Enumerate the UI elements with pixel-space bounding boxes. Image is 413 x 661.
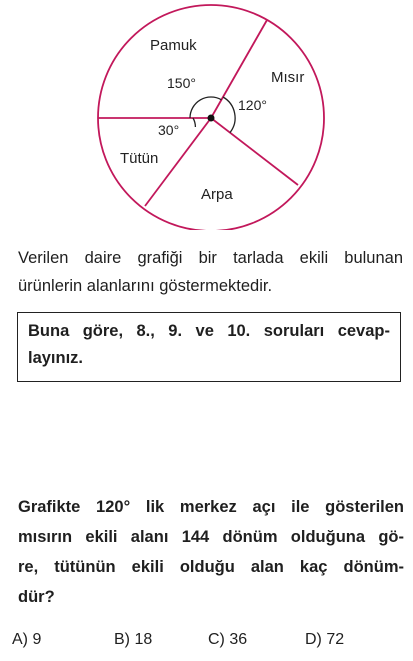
option-letter: B)	[114, 631, 130, 648]
option-value: 36	[229, 631, 248, 648]
angle-label-30: 30°	[158, 122, 180, 138]
question-line: dür?	[18, 588, 55, 606]
arc-120	[223, 97, 235, 133]
question-line: re, tütünün ekili olduğu alan kaç dönüm-	[18, 558, 404, 576]
instruction-box	[17, 312, 401, 382]
option-letter: A)	[12, 631, 28, 648]
slice-label-pamuk: Pamuk	[150, 37, 197, 54]
option-a[interactable]	[12, 631, 41, 649]
option-value: 18	[134, 631, 153, 648]
option-value: 9	[32, 631, 42, 648]
intro-line: ürünlerin alanlarını göstermektedir.	[18, 277, 273, 295]
intro-text	[18, 244, 403, 300]
option-value: 72	[326, 631, 345, 648]
slice-label-arpa: Arpa	[201, 186, 233, 203]
option-letter: C)	[208, 631, 225, 648]
instruction-line: Buna göre, 8., 9. ve 10. soruları cevap-	[28, 322, 390, 340]
slice-label-tutun: Tütün	[120, 150, 159, 167]
divider-misir-arpa	[211, 118, 298, 185]
option-b[interactable]	[114, 631, 152, 649]
instruction-line: layınız.	[28, 349, 84, 367]
intro-line: Verilen daire grafiği bir tarlada ekili bulunan	[18, 249, 403, 267]
option-letter: D)	[305, 631, 322, 648]
arc-30	[193, 118, 195, 127]
angle-label-120: 120°	[238, 97, 267, 113]
question-text	[18, 492, 404, 612]
pie-dividers	[98, 20, 298, 206]
option-d[interactable]	[305, 631, 344, 649]
option-c[interactable]	[208, 631, 247, 649]
pie-chart	[0, 0, 413, 230]
center-dot	[208, 115, 215, 122]
question-line: Grafikte 120° lik merkez açı ile gösterilen	[18, 498, 404, 516]
angle-label-150: 150°	[167, 75, 196, 91]
slice-label-misir: Mısır	[271, 69, 305, 86]
question-line: mısırın ekili alanı 144 dönüm olduğuna gö-	[18, 528, 404, 546]
